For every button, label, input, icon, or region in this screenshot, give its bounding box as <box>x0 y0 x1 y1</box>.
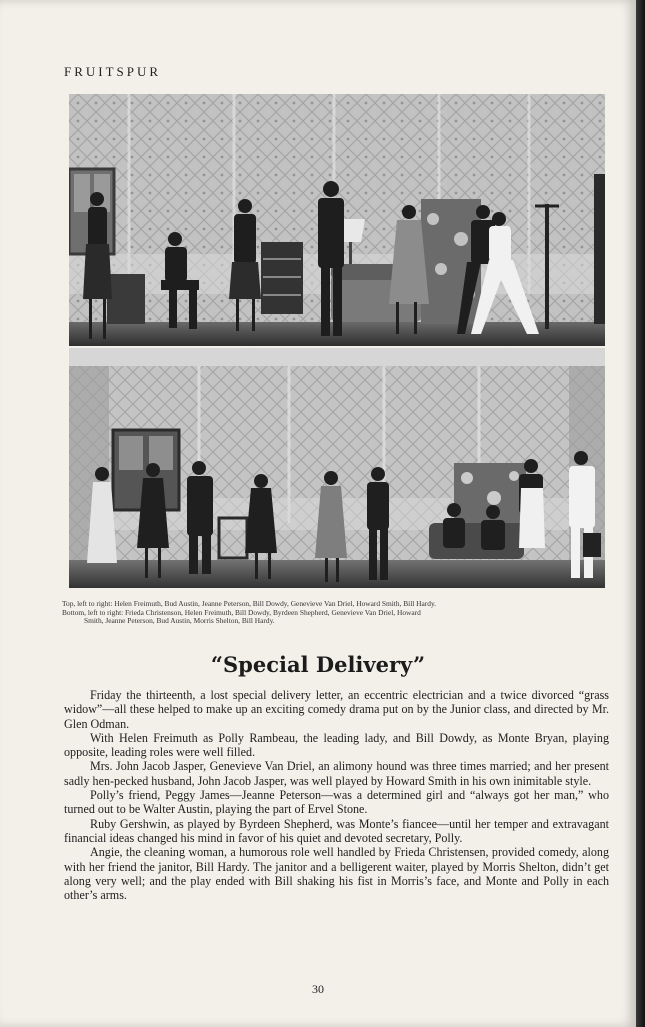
page-number: 30 <box>312 982 324 996</box>
paragraph-5: Ruby Gershwin, as played by Byrdeen Shepherd, was Monte’s fiancee—until her temper and extravagant financial ideas changed his mind in favor of his quiet and devoted secretary, Polly. <box>64 816 609 845</box>
caption-bottom-line: Bottom, left to right: Frieda Christenson, Helen Freimuth, Bill Dowdy, Byrdeen Shepherd, Genevieve Van Driel, Howard <box>62 607 421 617</box>
paragraph-4: Polly’s friend, Peggy James—Jeanne Peterson—was a determined girl and “always got her man,” who turned out to be Walter Austin, playing the part of Ervel Stone. <box>64 788 609 817</box>
paragraph-2: With Helen Freimuth as Polly Rambeau, the leading lady, and Bill Dowdy, as Monte Bryan, playing opposite, leading roles were well filled. <box>64 730 609 760</box>
article-body <box>64 688 609 902</box>
caption-top-line: Top, left to right: Helen Freimuth, Bud Austin, Jeanne Peterson, Bill Dowdy, Genevieve Van Driel, Howard Smith, Bill Hardy. <box>62 599 437 608</box>
bottom-stage-photo <box>69 348 605 588</box>
top-stage-photo <box>69 94 605 346</box>
photo-caption <box>62 600 612 626</box>
running-head: FRUITSPUR <box>64 64 162 79</box>
article-title: “Special Delivery” <box>210 652 426 677</box>
paragraph-1: Friday the thirteenth, a lost special delivery letter, an eccentric electrician and a twice divorced “grass widow”—all these helped to make up an exciting comedy drama put on by the Junior class, and directed by Mr. Glen Odman. <box>64 688 609 731</box>
page-edge <box>636 0 645 1027</box>
paragraph-3: Mrs. John Jacob Jasper, Genevieve Van Driel, an alimony hound was three times married; and her present sadly hen-pecked husband, John Jacob Jasper, was well played by Howard Smith in his own inimitable style. <box>64 759 609 788</box>
caption-bottom-line-continued: Smith, Jeanne Peterson, Bud Austin, Morris Shelton, Bill Hardy. <box>84 616 275 626</box>
paragraph-6: Angie, the cleaning woman, a humorous role well handled by Frieda Christensen, provided comedy, along with her friend the janitor, Bill Hardy. The janitor and a belligerent waiter, played by Morris Shelton, didn’t get along very well; and the play ended with Bill shaking his fist in Morris’s face, and Monte and Polly in each other’s arms. <box>64 845 609 903</box>
